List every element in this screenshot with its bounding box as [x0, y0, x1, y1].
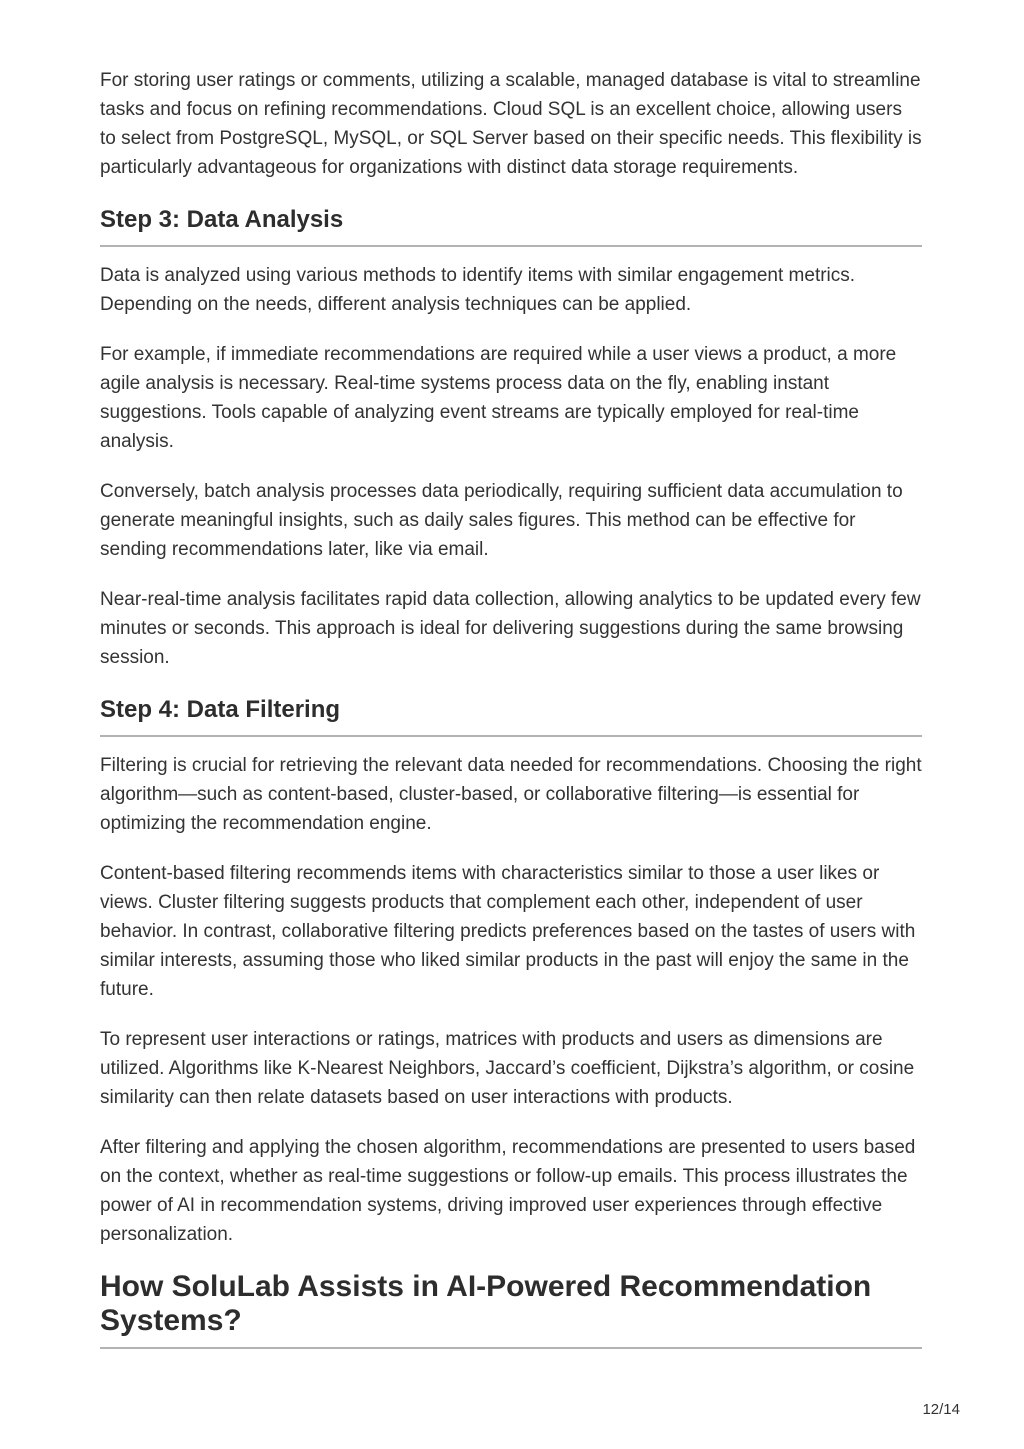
paragraph-batch-analysis: Conversely, batch analysis processes data periodically, requiring sufficient data accumulation to generate meaningful insights, such as daily sales figures. This method can be effective for sending recommendations later, like via email.: [100, 481, 903, 560]
paragraph-filtering-types: Content-based filtering recommends items with characteristics similar to those a user likes or views. Cluster filtering suggests products that complement each other, independent of user behavior. In contrast, collaborative filtering predicts preferences based on the tastes of users with similar interests, assuming those who liked similar products in the past will enjoy the same in the future.: [100, 863, 916, 1000]
paragraph-matrices-algorithms: To represent user interactions or ratings, matrices with products and users as dimensions are utilized. Algorithms like K-Nearest Neighbors, Jaccard’s coefficient, Dijkstra’s algorithm, or cosine similarity can then relate datasets based on user interactions with products.: [100, 1029, 915, 1108]
heading-step3-data-analysis: Step 3: Data Analysis: [100, 206, 922, 247]
paragraph-realtime-analysis: For example, if immediate recommendations are required while a user views a product, a more agile analysis is necessary. Real-time systems process data on the fly, enabling instant suggestions. Tools capable of analyzing event streams are typically employed for real-time analysis.: [100, 344, 897, 452]
paragraph-near-realtime-analysis: Near-real-time analysis facilitates rapid data collection, allowing analytics to be updated every few minutes or seconds. This approach is ideal for delivering suggestions during the same browsing session.: [100, 589, 921, 668]
paragraph-analysis-intro: Data is analyzed using various methods to identify items with similar engagement metrics. Depending on the needs, different analysis techniques can be applied.: [100, 265, 856, 315]
paragraph-filtering-intro: Filtering is crucial for retrieving the relevant data needed for recommendations. Choosing the right algorithm—such as content-based, cluster-based, or collaborative filtering—is essential for optimizing the recommendation engine.: [100, 755, 922, 834]
document-content: [100, 66, 922, 1349]
paragraph-after-filtering: After filtering and applying the chosen algorithm, recommendations are presented to users based on the context, whether as real-time suggestions or follow-up emails. This process illustrates the power of AI in recommendation systems, driving improved user experiences through effective personalization.: [100, 1137, 916, 1245]
page-number: 12/14: [922, 1401, 960, 1418]
heading-solulab-assists: How SoluLab Assists in AI-Powered Recommendation Systems?: [100, 1270, 922, 1349]
paragraph-database-storage: For storing user ratings or comments, utilizing a scalable, managed database is vital to streamline tasks and focus on refining recommendations. Cloud SQL is an excellent choice, allowing users to select from PostgreSQL, MySQL, or SQL Server based on their specific needs. This flexibility is particularly advantageous for organizations with distinct data storage requirements.: [100, 70, 922, 178]
heading-step4-data-filtering: Step 4: Data Filtering: [100, 696, 922, 737]
